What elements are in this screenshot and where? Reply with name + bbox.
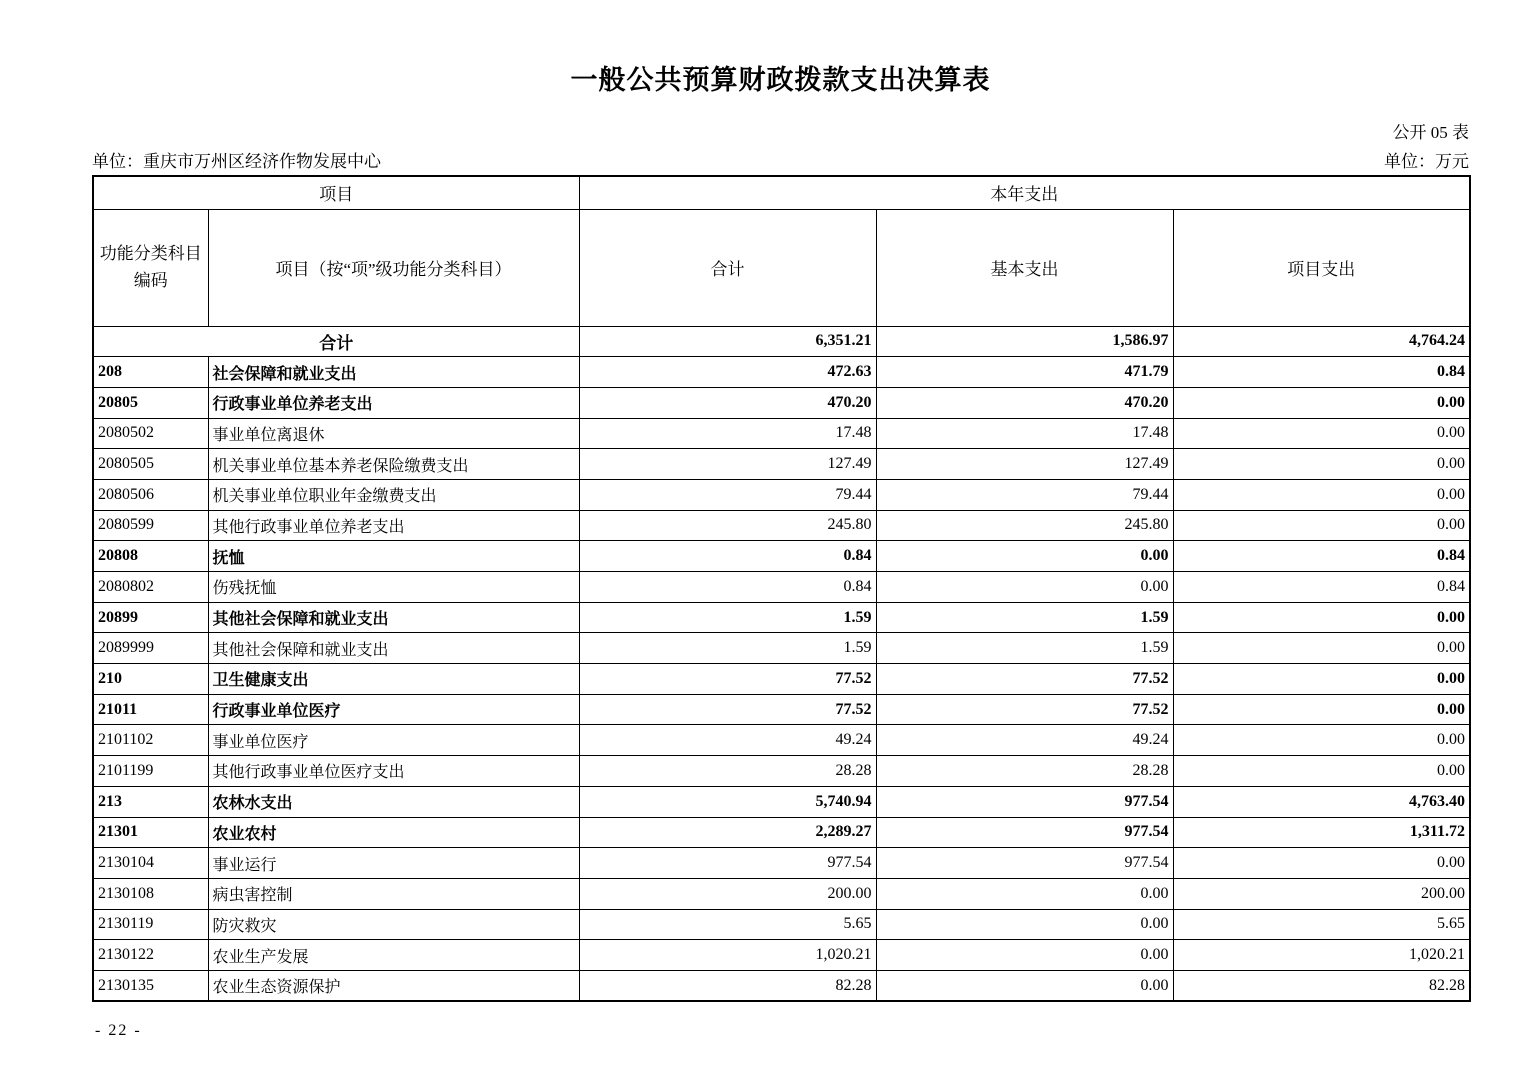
basic-expenditure-cell: 1.59 bbox=[876, 602, 1173, 633]
item-name-cell: 卫生健康支出 bbox=[208, 664, 579, 695]
code-cell: 2080505 bbox=[93, 449, 208, 480]
item-name-cell: 事业单位离退休 bbox=[208, 418, 579, 449]
code-cell: 2130135 bbox=[93, 970, 208, 1001]
basic-expenditure-cell: 0.00 bbox=[876, 940, 1173, 971]
table-header bbox=[93, 176, 1470, 326]
currency-unit-label: 单位：万元 bbox=[1384, 152, 1469, 171]
total-cell: 28.28 bbox=[579, 756, 876, 787]
page-title: 一般公共预算财政拨款支出决算表 bbox=[570, 65, 991, 95]
header-col-basic: 基本支出 bbox=[876, 209, 1173, 326]
project-expenditure-cell: 0.00 bbox=[1173, 387, 1470, 418]
project-expenditure-cell: 0.00 bbox=[1173, 479, 1470, 510]
code-cell: 210 bbox=[93, 664, 208, 695]
total-cell: 1.59 bbox=[579, 602, 876, 633]
code-cell: 2080502 bbox=[93, 418, 208, 449]
item-name-cell: 机关事业单位基本养老保险缴费支出 bbox=[208, 449, 579, 480]
item-name-cell: 机关事业单位职业年金缴费支出 bbox=[208, 479, 579, 510]
code-cell: 20808 bbox=[93, 541, 208, 572]
table-row bbox=[93, 449, 1470, 480]
table-row bbox=[93, 664, 1470, 695]
item-name-cell: 其他行政事业单位养老支出 bbox=[208, 510, 579, 541]
table-row bbox=[93, 418, 1470, 449]
header-col-code-line2: 编码 bbox=[133, 270, 168, 290]
project-expenditure-cell: 0.00 bbox=[1173, 602, 1470, 633]
project-expenditure-cell: 0.00 bbox=[1173, 449, 1470, 480]
code-cell: 2130104 bbox=[93, 848, 208, 879]
org-unit-label: 单位：重庆市万州区经济作物发展中心 bbox=[92, 152, 381, 171]
item-name-cell: 农林水支出 bbox=[208, 786, 579, 817]
header-columns-row bbox=[93, 209, 1470, 326]
table-row bbox=[93, 786, 1470, 817]
total-cell: 1,020.21 bbox=[579, 940, 876, 971]
item-name-cell: 农业生产发展 bbox=[208, 940, 579, 971]
project-expenditure-cell: 1,020.21 bbox=[1173, 940, 1470, 971]
total-cell: 127.49 bbox=[579, 449, 876, 480]
header-col-total: 合计 bbox=[579, 209, 876, 326]
total-cell: 470.20 bbox=[579, 387, 876, 418]
grand-total-label: 合计 bbox=[93, 326, 579, 357]
basic-expenditure-cell: 977.54 bbox=[876, 848, 1173, 879]
project-expenditure-cell: 5.65 bbox=[1173, 909, 1470, 940]
unit-line bbox=[92, 152, 1469, 172]
table-row bbox=[93, 572, 1470, 603]
total-cell: 77.52 bbox=[579, 664, 876, 695]
basic-expenditure-cell: 977.54 bbox=[876, 817, 1173, 848]
table-row bbox=[93, 357, 1470, 388]
document-content bbox=[92, 0, 1469, 1002]
header-group-current-year: 本年支出 bbox=[579, 176, 1470, 209]
table-row bbox=[93, 725, 1470, 756]
total-cell: 5,740.94 bbox=[579, 786, 876, 817]
code-cell: 21011 bbox=[93, 694, 208, 725]
item-name-cell: 事业运行 bbox=[208, 848, 579, 879]
project-expenditure-cell: 0.00 bbox=[1173, 694, 1470, 725]
basic-expenditure-cell: 28.28 bbox=[876, 756, 1173, 787]
project-expenditure-cell: 0.00 bbox=[1173, 633, 1470, 664]
total-cell: 79.44 bbox=[579, 479, 876, 510]
basic-expenditure-cell: 977.54 bbox=[876, 786, 1173, 817]
table-row bbox=[93, 817, 1470, 848]
table-row bbox=[93, 387, 1470, 418]
item-name-cell: 其他行政事业单位医疗支出 bbox=[208, 756, 579, 787]
header-group-item: 项目 bbox=[93, 176, 579, 209]
table-row bbox=[93, 510, 1470, 541]
project-expenditure-cell: 1,311.72 bbox=[1173, 817, 1470, 848]
table-code-label: 公开 05 表 bbox=[1392, 123, 1469, 142]
basic-expenditure-cell: 471.79 bbox=[876, 357, 1173, 388]
grand-total-total: 6,351.21 bbox=[579, 326, 876, 357]
code-cell: 2101102 bbox=[93, 725, 208, 756]
grand-total-project: 4,764.24 bbox=[1173, 326, 1470, 357]
code-cell: 2130119 bbox=[93, 909, 208, 940]
basic-expenditure-cell: 1.59 bbox=[876, 633, 1173, 664]
item-name-cell: 抚恤 bbox=[208, 541, 579, 572]
item-name-cell: 社会保障和就业支出 bbox=[208, 357, 579, 388]
code-cell: 20805 bbox=[93, 387, 208, 418]
header-col-project: 项目支出 bbox=[1173, 209, 1470, 326]
project-expenditure-cell: 4,763.40 bbox=[1173, 786, 1470, 817]
table-row bbox=[93, 694, 1470, 725]
code-cell: 208 bbox=[93, 357, 208, 388]
project-expenditure-cell: 0.84 bbox=[1173, 572, 1470, 603]
item-name-cell: 事业单位医疗 bbox=[208, 725, 579, 756]
basic-expenditure-cell: 77.52 bbox=[876, 694, 1173, 725]
grand-total-basic: 1,586.97 bbox=[876, 326, 1173, 357]
item-name-cell: 伤残抚恤 bbox=[208, 572, 579, 603]
code-cell: 2080802 bbox=[93, 572, 208, 603]
code-cell: 21301 bbox=[93, 817, 208, 848]
basic-expenditure-cell: 0.00 bbox=[876, 909, 1173, 940]
table-row bbox=[93, 940, 1470, 971]
project-expenditure-cell: 0.00 bbox=[1173, 725, 1470, 756]
basic-expenditure-cell: 77.52 bbox=[876, 664, 1173, 695]
code-cell: 213 bbox=[93, 786, 208, 817]
basic-expenditure-cell: 245.80 bbox=[876, 510, 1173, 541]
table-row bbox=[93, 909, 1470, 940]
table-row bbox=[93, 878, 1470, 909]
basic-expenditure-cell: 17.48 bbox=[876, 418, 1173, 449]
total-cell: 1.59 bbox=[579, 633, 876, 664]
item-name-cell: 防灾救灾 bbox=[208, 909, 579, 940]
grand-total-row bbox=[93, 326, 1470, 357]
total-cell: 0.84 bbox=[579, 541, 876, 572]
expenditure-table bbox=[92, 175, 1471, 1002]
item-name-cell: 病虫害控制 bbox=[208, 878, 579, 909]
total-cell: 0.84 bbox=[579, 572, 876, 603]
header-col-item: 项目（按“项”级功能分类科目） bbox=[208, 209, 579, 326]
code-cell: 20899 bbox=[93, 602, 208, 633]
code-cell: 2130108 bbox=[93, 878, 208, 909]
total-cell: 200.00 bbox=[579, 878, 876, 909]
basic-expenditure-cell: 127.49 bbox=[876, 449, 1173, 480]
table-row bbox=[93, 633, 1470, 664]
total-cell: 17.48 bbox=[579, 418, 876, 449]
item-name-cell: 其他社会保障和就业支出 bbox=[208, 602, 579, 633]
header-col-code-line1: 功能分类科目 bbox=[99, 244, 202, 264]
project-expenditure-cell: 0.00 bbox=[1173, 418, 1470, 449]
table-row bbox=[93, 541, 1470, 572]
project-expenditure-cell: 82.28 bbox=[1173, 970, 1470, 1001]
basic-expenditure-cell: 0.00 bbox=[876, 572, 1173, 603]
table-row bbox=[93, 479, 1470, 510]
project-expenditure-cell: 0.00 bbox=[1173, 664, 1470, 695]
total-cell: 245.80 bbox=[579, 510, 876, 541]
header-col-code bbox=[93, 209, 208, 326]
project-expenditure-cell: 0.84 bbox=[1173, 357, 1470, 388]
total-cell: 82.28 bbox=[579, 970, 876, 1001]
project-expenditure-cell: 0.00 bbox=[1173, 756, 1470, 787]
code-cell: 2101199 bbox=[93, 756, 208, 787]
total-cell: 77.52 bbox=[579, 694, 876, 725]
item-name-cell: 行政事业单位医疗 bbox=[208, 694, 579, 725]
project-expenditure-cell: 0.84 bbox=[1173, 541, 1470, 572]
item-name-cell: 其他社会保障和就业支出 bbox=[208, 633, 579, 664]
table-row bbox=[93, 848, 1470, 879]
item-name-cell: 农业农村 bbox=[208, 817, 579, 848]
project-expenditure-cell: 0.00 bbox=[1173, 848, 1470, 879]
basic-expenditure-cell: 0.00 bbox=[876, 970, 1173, 1001]
table-row bbox=[93, 602, 1470, 633]
code-cell: 2080599 bbox=[93, 510, 208, 541]
code-cell: 2130122 bbox=[93, 940, 208, 971]
total-cell: 472.63 bbox=[579, 357, 876, 388]
basic-expenditure-cell: 0.00 bbox=[876, 878, 1173, 909]
basic-expenditure-cell: 470.20 bbox=[876, 387, 1173, 418]
header-group-row bbox=[93, 176, 1470, 209]
project-expenditure-cell: 0.00 bbox=[1173, 510, 1470, 541]
table-body bbox=[93, 326, 1470, 1001]
project-expenditure-cell: 200.00 bbox=[1173, 878, 1470, 909]
basic-expenditure-cell: 0.00 bbox=[876, 541, 1173, 572]
total-cell: 2,289.27 bbox=[579, 817, 876, 848]
total-cell: 5.65 bbox=[579, 909, 876, 940]
basic-expenditure-cell: 79.44 bbox=[876, 479, 1173, 510]
basic-expenditure-cell: 49.24 bbox=[876, 725, 1173, 756]
total-cell: 977.54 bbox=[579, 848, 876, 879]
page-number: - 22 - bbox=[95, 1022, 142, 1039]
table-row bbox=[93, 970, 1470, 1001]
item-name-cell: 行政事业单位养老支出 bbox=[208, 387, 579, 418]
item-name-cell: 农业生态资源保护 bbox=[208, 970, 579, 1001]
total-cell: 49.24 bbox=[579, 725, 876, 756]
table-row bbox=[93, 756, 1470, 787]
code-cell: 2089999 bbox=[93, 633, 208, 664]
code-cell: 2080506 bbox=[93, 479, 208, 510]
